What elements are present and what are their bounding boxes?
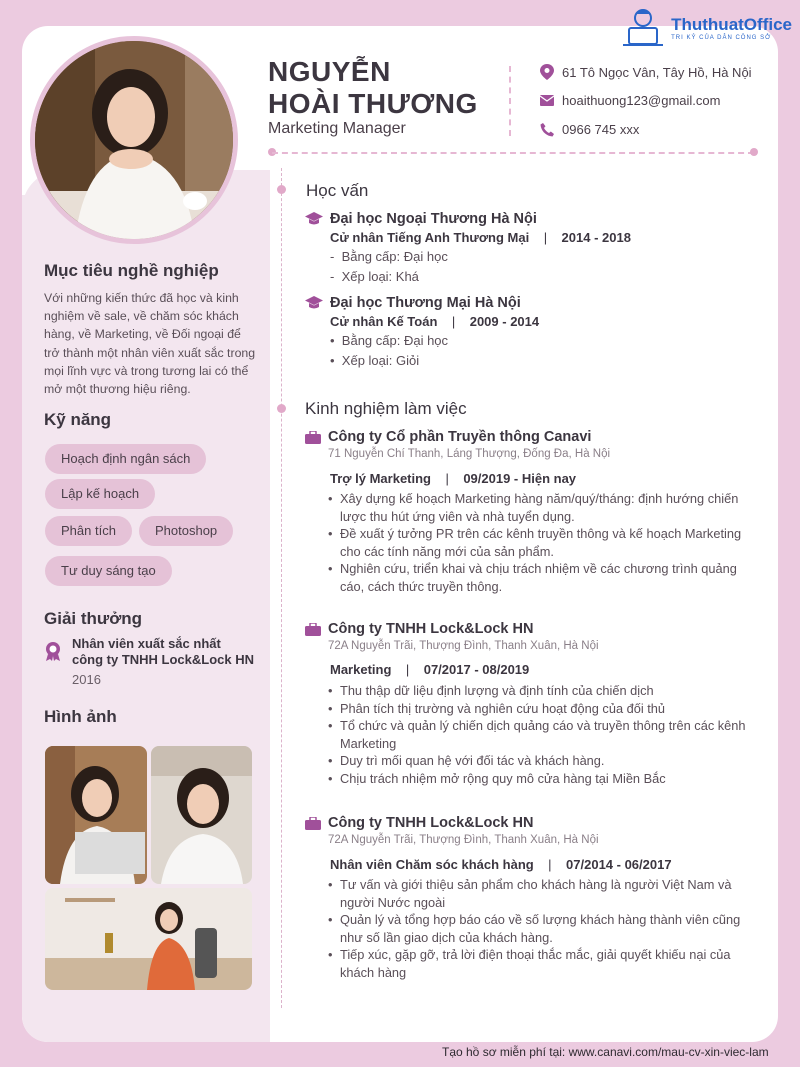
education-detail [330, 353, 419, 368]
duty-item: • Tiếp xúc, gặp gỡ, trả lời điện thoại thắc mắc, giải quyết khiếu nại của khách hàng [340, 946, 760, 981]
job-position: Trợ lý Marketing [330, 471, 431, 486]
briefcase-icon [305, 817, 321, 830]
address-text: 61 Tô Ngọc Vân, Tây Hồ, Hà Nội [562, 64, 752, 80]
duty-list [340, 490, 760, 595]
objective-title: Mục tiêu nghề nghiệp [44, 261, 219, 280]
job-title-line: Trợ lý Marketing | 09/2019 - Hiện nay [330, 471, 577, 486]
name-line-2: HOÀI THƯƠNG [268, 88, 478, 119]
footer-link[interactable]: Tạo hồ sơ miễn phí tại: www.canavi.com/mau-cv-xin-viec-lam [442, 1045, 769, 1059]
duty-item: • Tư vấn và giới thiệu sản phẩm cho khách hàng là người Việt Nam và người Nước ngoài [340, 876, 760, 911]
person-laptop-icon [621, 8, 665, 48]
award-name-line-2: công ty TNHH Lock&Lock HN [72, 652, 255, 667]
timeline-dot-experience [277, 404, 286, 413]
duty-item: • Thu thập dữ liệu định lượng và định tính của chiến dịch [340, 682, 760, 700]
school-name: Đại học Ngoại Thương Hà Nội [330, 211, 537, 227]
skill-pill: Photoshop [139, 516, 233, 546]
skills-title: Kỹ năng [44, 410, 112, 429]
header-horizontal-divider [272, 152, 754, 154]
education-detail-text: Bằng cấp: Đại học [341, 333, 449, 348]
job-title-line: Marketing | 07/2017 - 08/2019 [330, 662, 530, 677]
candidate-role: Marketing Manager [268, 120, 406, 137]
profile-photo [30, 36, 238, 244]
duty-item: • Chịu trách nhiệm mở rộng quy mô cửa hàng tại Miền Bắc [340, 770, 760, 788]
degree-name: Cử nhân Kế Toán [330, 314, 438, 329]
duty-item: • Quản lý và tổng hợp báo cáo về số lượng khách hàng thành viên cũng như số lần giao dịch của khách hàng. [340, 911, 760, 946]
skill-pill: Tư duy sáng tạo [45, 556, 172, 586]
name-line-1: NGUYỄN [268, 56, 391, 87]
briefcase-icon [305, 623, 321, 636]
graduation-cap-icon [305, 296, 323, 310]
skill-pill: Hoạch định ngân sách [45, 444, 206, 474]
location-pin-icon [540, 64, 554, 80]
education-detail [330, 333, 448, 348]
education-title: Học vấn [306, 181, 369, 200]
degree-name: Cử nhân Tiếng Anh Thương Mại [330, 230, 530, 245]
candidate-name [268, 56, 503, 120]
awards-title: Giải thưởng [44, 609, 143, 628]
duty-item: • Xây dựng kế hoạch Marketing hàng năm/quý/tháng: định hướng chiến lược thu hút ứng viên và nhà tuyển dụng. [340, 490, 760, 525]
education-detail [330, 249, 448, 264]
job-position: Marketing [330, 662, 392, 677]
duty-item: • Nghiên cứu, triển khai và chịu trách nhiệm về các chương trình quảng cáo, cách thức truyền thông. [340, 560, 760, 595]
award-year: 2016 [72, 672, 101, 687]
award-medal-icon [44, 641, 62, 661]
skill-pill: Phân tích [45, 516, 132, 546]
education-detail-text: Xếp loại: Khá [341, 269, 419, 284]
job-title-line: Nhân viên Chăm sóc khách hàng | 07/2014 - 06/2017 [330, 857, 672, 872]
award-name-line-1: Nhân viên xuất sắc nhất [72, 636, 221, 651]
school-name: Đại học Thương Mại Hà Nội [330, 295, 521, 311]
company-address: 71 Nguyễn Chí Thanh, Láng Thượng, Đống Đa, Hà Nội [328, 448, 611, 460]
education-detail-text: Bằng cấp: Đại học [341, 249, 448, 264]
divider-dot-right [750, 148, 758, 156]
degree-line: Cử nhân Kế Toán | 2009 - 2014 [330, 314, 540, 329]
gallery-photo-2 [151, 746, 252, 884]
gallery-photo-1 [45, 746, 147, 884]
skill-pill: Lập kế hoạch [45, 479, 155, 509]
detail-bullet: - [330, 269, 335, 284]
detail-bullet: • [330, 333, 335, 348]
job-position: Nhân viên Chăm sóc khách hàng [330, 857, 534, 872]
timeline-dot-education [277, 185, 286, 194]
company-name: Công ty TNHH Lock&Lock HN [328, 621, 534, 637]
degree-years: 2014 - 2018 [561, 230, 631, 245]
company-name: Công ty TNHH Lock&Lock HN [328, 815, 534, 831]
images-title: Hình ảnh [44, 707, 117, 726]
duty-item: • Duy trì mối quan hệ với đối tác và khách hàng. [340, 752, 760, 770]
company-address: 72A Nguyễn Trãi, Thượng Đình, Thanh Xuân, Hà Nội [328, 834, 599, 846]
experience-title: Kinh nghiệm làm việc [305, 399, 467, 418]
watermark-tagline: TRI KỶ CỦA DÂN CÔNG SỞ [671, 35, 772, 41]
watermark-brand: ThuthuatOffice [671, 15, 792, 34]
duty-item: • Đề xuất ý tưởng PR trên các kênh truyền thông và kế hoạch Marketing cho các tính năng mới của sản phẩm. [340, 525, 760, 560]
detail-bullet: • [330, 353, 335, 368]
company-address: 72A Nguyễn Trãi, Thượng Đình, Thanh Xuân, Hà Nội [328, 640, 599, 652]
timeline-divider [281, 168, 282, 1008]
phone-text: 0966 745 xxx [562, 122, 640, 137]
job-period: 09/2019 - Hiện nay [463, 471, 577, 486]
contact-phone [540, 122, 639, 137]
envelope-icon [540, 95, 554, 106]
phone-icon [540, 123, 554, 137]
thuthuatoffice-watermark [621, 8, 792, 48]
email-text[interactable]: hoaithuong123@gmail.com [562, 93, 721, 108]
award-name [72, 636, 272, 668]
gallery-photo-3 [45, 888, 252, 990]
duty-item: • Tổ chức và quản lý chiến dịch quảng cáo và truyền thông trên các kênh Marketing [340, 717, 760, 752]
duty-list [340, 876, 760, 981]
contact-email[interactable] [540, 93, 720, 108]
job-period: 07/2014 - 06/2017 [566, 857, 672, 872]
duty-list [340, 682, 760, 787]
graduation-cap-icon [305, 212, 323, 226]
contact-address [540, 64, 752, 80]
degree-years: 2009 - 2014 [469, 314, 540, 329]
job-period: 07/2017 - 08/2019 [423, 662, 530, 677]
company-name: Công ty Cổ phần Truyền thông Canavi [328, 429, 592, 445]
header-vertical-divider [509, 66, 511, 136]
education-detail [330, 269, 419, 284]
degree-line: Cử nhân Tiếng Anh Thương Mại | 2014 - 2018 [330, 230, 631, 245]
duty-item: • Phân tích thị trường và nghiên cứu hoạt động của đối thủ [340, 700, 760, 718]
detail-bullet: - [330, 249, 335, 264]
objective-text: Với những kiến thức đã học và kinh nghiệm về sale, về chăm sóc khách hàng, về Marketing, về Đối ngoại để trở thành một nhân viên xuất sắc trong mọi lĩnh vực và trong tương lai có thể mở một thương hiệu riêng. [44, 291, 256, 397]
education-detail-text: Xếp loại: Giỏi [341, 353, 420, 368]
briefcase-icon [305, 431, 321, 444]
